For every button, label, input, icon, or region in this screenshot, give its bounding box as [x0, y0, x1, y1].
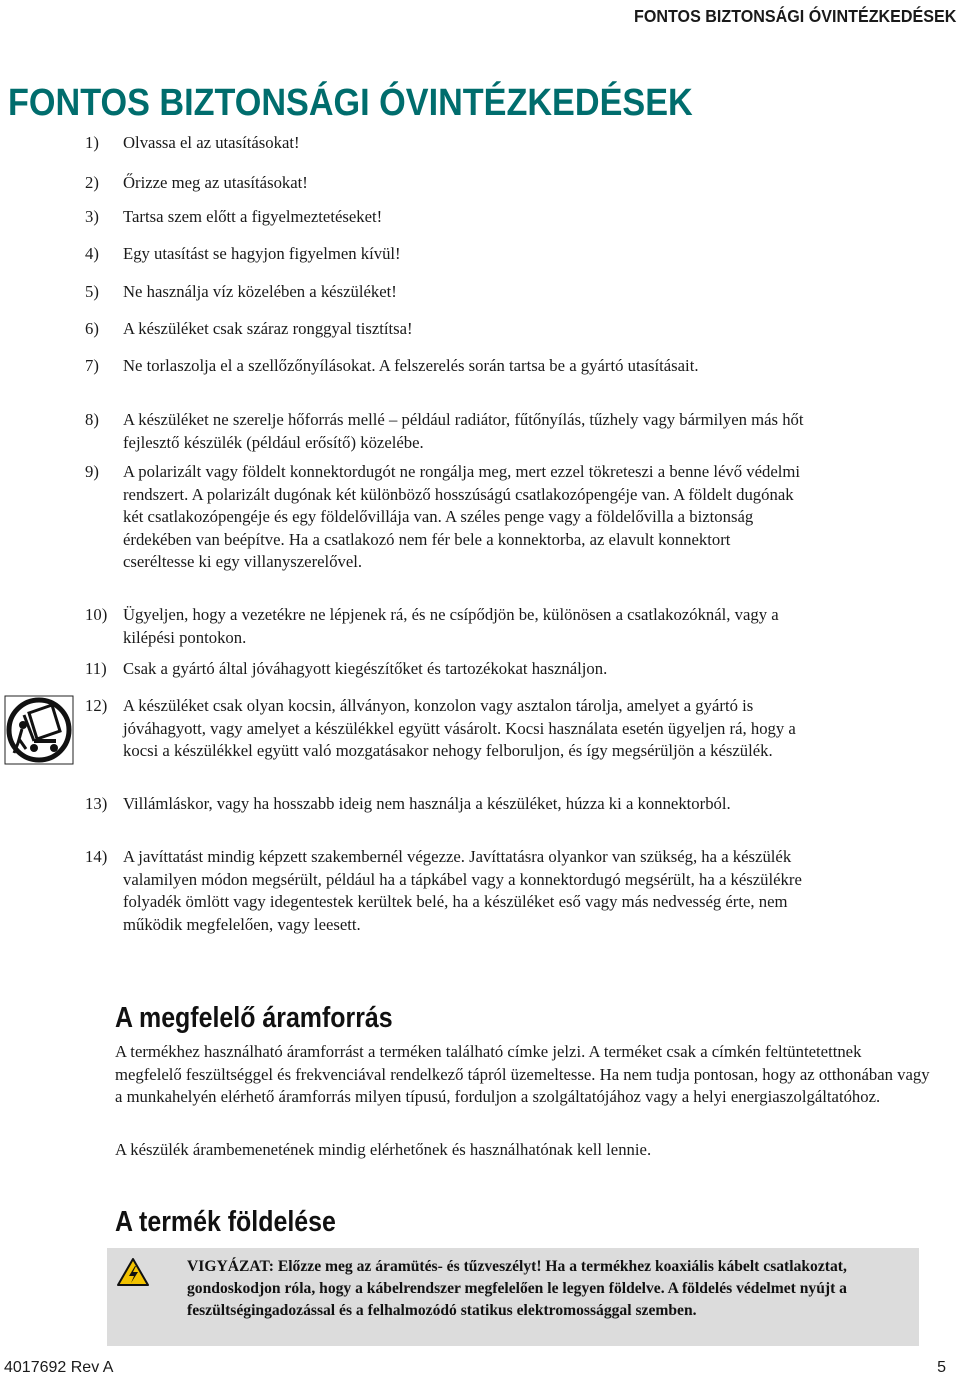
- list-item: [85, 793, 805, 816]
- item-text: Ne torlaszolja el a szellőzőnyílásokat. A felszerelés során tartsa be a gyártó utasításait.: [123, 356, 699, 375]
- item-text: Őrizze meg az utasításokat!: [123, 173, 308, 192]
- list-item: [85, 461, 805, 574]
- item-number: 1): [85, 133, 99, 152]
- warning-text: VIGYÁZAT: Előzze meg az áramütés- és tűzveszélyt! Ha a termékhez koaxiális kábelt csatlakoztat, gondoskodjon róla, hogy a kábelrendszer megfelelően le legyen földelve. A földelés védelmet nyújt a feszültségingadozással és a felhalmozódó statikus elektromossággal szemben.: [187, 1258, 847, 1319]
- item-text: Villámláskor, vagy ha hosszabb ideig nem használja a készüléket, húzza ki a konnektorból.: [123, 794, 731, 813]
- item-number: 3): [85, 207, 99, 226]
- page-title: FONTOS BIZTONSÁGI ÓVINTÉZKEDÉSEK: [8, 82, 693, 124]
- item-number: 5): [85, 282, 99, 301]
- list-item: [85, 355, 745, 378]
- list-item: [85, 695, 805, 763]
- section-heading-power: A megfelelő áramforrás: [115, 1002, 393, 1034]
- list-item: [85, 132, 805, 155]
- list-item: [85, 604, 805, 649]
- item-text: Csak a gyártó által jóváhagyott kiegészítőket és tartozékokat használjon.: [123, 659, 608, 678]
- warning-box: [107, 1248, 919, 1346]
- item-text: A készüléket csak olyan kocsin, állványon, konzolon vagy asztalon tárolja, amelyet a gyártó is jóváhagyott, vagy amelyet a készülékkel együtt vásárolt. Kocsi használata esetén ügyeljen rá, hogy a kocsi a készülékkel együtt való mozgatásakor nehogy felboruljon, és így megsérüljön a készülék.: [123, 696, 796, 761]
- item-text: A polarizált vagy földelt konnektordugót ne rongálja meg, mert ezzel tökreteszi a benne lévő védelmi rendszert. A polarizált dugónak két különböző hosszúságú csatlakozópengéje van. A földelt dugónak két csatlakozópengéje és egy földelővillája van. A széles penge vagy a földelővilla a biztonság érdekében van beépítve. Ha a csatlakozó nem fér bele a konnektorba, az elavult konnektort cseréltesse ki egy villanyszerelővel.: [123, 462, 800, 572]
- item-number: 8): [85, 410, 99, 429]
- item-text: A készüléket ne szerelje hőforrás mellé – például radiátor, fűtőnyílás, tűzhely vagy bármilyen más hőt fejlesztő készülék (például erősítő) közelébe.: [123, 410, 804, 452]
- item-number: 14): [85, 847, 108, 866]
- item-number: 6): [85, 319, 99, 338]
- list-item: [85, 658, 805, 681]
- item-number: 12): [85, 696, 108, 715]
- item-text: Ügyeljen, hogy a vezetékre ne lépjenek rá, és ne csípődjön be, különösen a csatlakozóknál, vagy a kilépési pontokon.: [123, 605, 779, 647]
- list-item: [85, 409, 805, 454]
- item-number: 13): [85, 794, 108, 813]
- list-item: [85, 206, 805, 229]
- item-number: 9): [85, 462, 99, 481]
- list-item: [85, 281, 805, 304]
- section-heading-grounding: A termék földelése: [115, 1206, 336, 1238]
- running-header: FONTOS BIZTONSÁGI ÓVINTÉZKEDÉSEK: [633, 6, 956, 26]
- list-item: [85, 318, 805, 341]
- item-number: 11): [85, 659, 107, 678]
- item-text: Ne használja víz közelében a készüléket!: [123, 282, 397, 301]
- list-item: [85, 846, 805, 936]
- paragraph: A termékhez használható áramforrást a terméken található címke jelzi. A terméket csak a címkén feltüntetettnek megfelelő feszültséggel és frekvenciával rendelkező tápról üzemeltesse. Ha nem tudja pontosan, hogy az otthonában vagy a munkahelyén elérhető áramforrás milyen típusú, forduljon a szolgáltatójához vagy a helyi energiaszolgáltatóhoz.: [115, 1042, 930, 1107]
- item-text: A javíttatást mindig képzett szakembernél végezze. Javíttatásra olyankor van szükség, ha a készülék valamilyen módon megsérült, például ha a tápkábel vagy a konnektordugó megsérült, ha a készülékre folyadék ömlött vagy idegentestek kerültek belé, ha a készüléket eső vagy más nedvesség érte, nem működik megfelelően, vagy leesett.: [123, 847, 802, 934]
- electrical-warning-icon: [116, 1257, 150, 1287]
- item-text: Egy utasítást se hagyjon figyelmen kívül!: [123, 244, 401, 263]
- list-item: [85, 172, 805, 195]
- list-item: [85, 243, 805, 266]
- item-text: Olvassa el az utasításokat!: [123, 133, 300, 152]
- paragraph: A készülék árambemenetének mindig elérhetőnek és használhatónak kell lennie.: [115, 1140, 652, 1159]
- page-number: 5: [937, 1359, 946, 1376]
- item-text: Tartsa szem előtt a figyelmeztetéseket!: [123, 207, 383, 226]
- item-number: 2): [85, 173, 99, 192]
- item-number: 7): [85, 356, 99, 375]
- cart-tip-over-icon: [4, 695, 74, 765]
- item-number: 10): [85, 605, 108, 624]
- document-number: 4017692 Rev A: [4, 1359, 114, 1376]
- item-number: 4): [85, 244, 99, 263]
- item-text: A készüléket csak száraz ronggyal tisztítsa!: [123, 319, 413, 338]
